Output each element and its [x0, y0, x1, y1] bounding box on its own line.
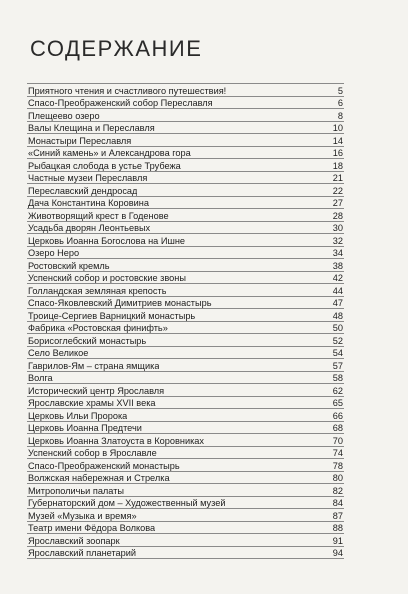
toc-entry-title: Исторический центр Ярославля [28, 385, 165, 396]
toc-entry-page-number: 70 [332, 435, 343, 446]
toc-entry [27, 347, 344, 360]
toc-entry [27, 272, 344, 285]
toc-entry [27, 84, 344, 97]
toc-entry-page-number: 28 [332, 210, 343, 221]
toc-entry-page-number: 34 [332, 248, 343, 258]
toc-entry [27, 434, 344, 447]
toc-entry-title: «Синий камень» и Александрова гора [28, 148, 191, 158]
toc-entry-page-number: 57 [332, 360, 343, 371]
toc-entry-title: Переславский дендросад [28, 185, 138, 196]
toc-entry-title: Успенский собор в Ярославле [28, 448, 157, 458]
toc-entry-title: Озеро Неро [28, 248, 80, 258]
toc-entry-title: Волжская набережная и Стрелка [28, 473, 170, 483]
toc-entry-title: Борисоглебский монастырь [28, 335, 147, 346]
toc-entry-page-number: 47 [332, 298, 343, 308]
toc-entry [27, 372, 344, 385]
toc-entry-page-number: 6 [337, 98, 343, 108]
toc-entry [27, 284, 344, 297]
toc-entry-page-number: 91 [332, 535, 343, 546]
toc-entry-page-number: 27 [332, 198, 343, 208]
toc-entry-page-number: 94 [332, 548, 343, 558]
toc-entry [27, 359, 344, 372]
toc-entry [27, 184, 344, 197]
toc-entry-title: Театр имени Фёдора Волкова [28, 523, 156, 533]
toc-entry [27, 334, 344, 347]
toc-entry [27, 209, 344, 222]
toc-entry [27, 534, 344, 547]
toc-entry-title: Фабрика «Ростовская финифть» [28, 323, 168, 333]
toc-entry-title: Спасо-Яковлевский Димитриев монастырь [28, 298, 212, 308]
toc-entry-page-number: 14 [332, 135, 343, 146]
toc-entry-title: Частные музеи Переславля [28, 173, 148, 183]
toc-entry-page-number: 58 [332, 373, 343, 383]
toc-entry [27, 122, 344, 135]
toc-entry-title: Церковь Иоанна Златоуста в Коровниках [28, 435, 205, 446]
toc-entry-title: Гаврилов-Ям – страна ямщика [28, 360, 160, 371]
toc-entry [27, 234, 344, 247]
toc-entry-page-number: 62 [332, 385, 343, 396]
toc-entry-title: Церковь Ильи Пророка [28, 410, 128, 421]
page-title: СОДЕРЖАНИЕ [30, 36, 203, 61]
toc-entry-page-number: 82 [332, 485, 343, 496]
toc-entry-page-number: 30 [332, 223, 343, 233]
toc-entry-page-number: 22 [332, 185, 343, 196]
toc-entry-page-number: 88 [332, 523, 343, 533]
toc-entry [27, 172, 344, 185]
toc-entry-title: Спасо-Преображенский монастырь [28, 460, 180, 471]
toc-entry [27, 547, 344, 560]
toc-entry [27, 309, 344, 322]
toc-entry-page-number: 65 [332, 398, 343, 408]
toc-entry-page-number: 50 [332, 323, 343, 333]
toc-entry-page-number: 80 [332, 473, 343, 483]
toc-entry [27, 422, 344, 435]
toc-entry-title: Церковь Иоанна Богослова на Ишне [28, 235, 185, 246]
toc-entry [27, 384, 344, 397]
toc-entry-title: Валы Клещина и Переславля [28, 123, 155, 133]
toc-entry-title: Музей «Музыка и время» [28, 510, 137, 521]
toc-entry-title: Церковь Иоанна Предтечи [28, 423, 142, 433]
toc-entry-title: Рыбацкая слобода в устье Трубежа [28, 160, 181, 171]
toc-entry-page-number: 54 [332, 348, 343, 358]
toc-entry-title: Ростовский кремль [28, 260, 110, 271]
toc-entry [27, 397, 344, 410]
toc-entry-title: Село Великое [28, 348, 89, 358]
toc-entry [27, 322, 344, 335]
toc-entry [27, 147, 344, 160]
toc-entry-title: Животворящий крест в Годенове [28, 210, 169, 221]
toc-entry-page-number: 78 [332, 460, 343, 471]
toc-entry-page-number: 52 [332, 335, 343, 346]
toc-entry-page-number: 16 [332, 148, 343, 158]
toc-entry [27, 509, 344, 522]
toc-entry [27, 259, 344, 272]
toc-entry-page-number: 21 [332, 173, 343, 183]
toc-entry-title: Успенский собор и ростовские звоны [28, 273, 186, 283]
toc-entry [27, 247, 344, 260]
toc-entry [27, 97, 344, 110]
toc-entry-page-number: 87 [332, 510, 343, 521]
toc-entry-title: Ярославский зоопарк [28, 535, 120, 546]
toc-entry [27, 297, 344, 310]
toc-entry-title: Волга [28, 373, 53, 383]
toc-entry [27, 134, 344, 147]
toc-entry [27, 222, 344, 235]
toc-entry-title: Дача Константина Коровина [28, 198, 149, 208]
toc-entry-title: Голландская земляная крепость [28, 285, 167, 296]
toc-entry-page-number: 38 [332, 260, 343, 271]
toc-entry-page-number: 32 [332, 235, 343, 246]
toc-entry-page-number: 44 [332, 285, 343, 296]
toc-entry-page-number: 48 [332, 310, 343, 321]
toc-entry [27, 109, 344, 122]
toc-entry-title: Монастыри Переславля [28, 135, 132, 146]
toc-entry-page-number: 18 [332, 160, 343, 171]
toc-entry-title: Ярославские храмы XVII века [28, 398, 156, 408]
toc-entry-title: Плещеево озеро [28, 110, 100, 121]
toc-entry-title: Приятного чтения и счастливого путешествия! [28, 85, 227, 96]
toc-entry-page-number: 10 [332, 123, 343, 133]
toc-entry-page-number: 68 [332, 423, 343, 433]
toc-entry-title: Троице-Сергиев Варницкий монастырь [28, 310, 196, 321]
toc-entry-page-number: 74 [332, 448, 343, 458]
toc-entry [27, 159, 344, 172]
toc-entry [27, 472, 344, 485]
toc-entry-title: Митрополичьи палаты [28, 485, 125, 496]
table-of-contents [27, 83, 344, 559]
toc-entry [27, 409, 344, 422]
toc-entry-page-number: 5 [337, 85, 343, 96]
toc-entry [27, 497, 344, 510]
toc-entry-title: Усадьба дворян Леонтьевых [28, 223, 151, 233]
toc-entry-page-number: 66 [332, 410, 343, 421]
toc-entry [27, 447, 344, 460]
toc-entry-title: Спасо-Преображенский собор Переславля [28, 98, 213, 108]
toc-entry [27, 459, 344, 472]
toc-entry [27, 484, 344, 497]
toc-entry [27, 197, 344, 210]
toc-entry-title: Ярославский планетарий [28, 548, 137, 558]
toc-entry-page-number: 8 [337, 110, 343, 121]
toc-entry-title: Губернаторский дом – Художественный музей [28, 498, 226, 508]
toc-entry-page-number: 42 [332, 273, 343, 283]
toc-entry-page-number: 84 [332, 498, 343, 508]
toc-entry [27, 522, 344, 535]
